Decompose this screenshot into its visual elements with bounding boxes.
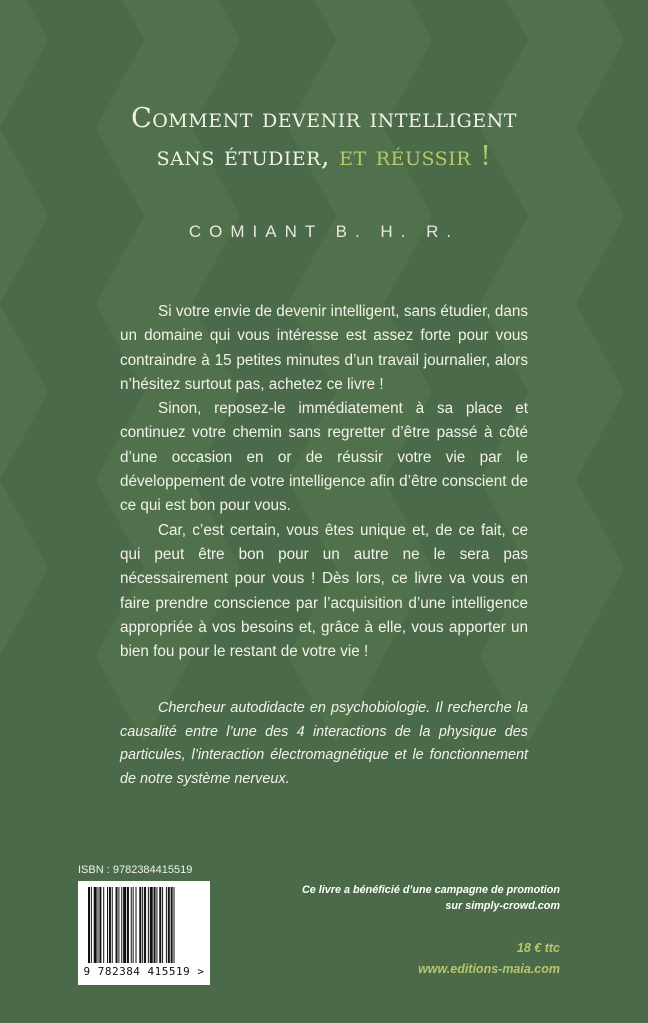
barcode-bar — [88, 887, 90, 963]
price: 18 € ttc — [516, 941, 560, 955]
barcode-bar — [131, 887, 132, 963]
barcode-bars — [88, 887, 200, 963]
barcode-bar — [159, 887, 161, 963]
barcode-bar — [154, 887, 156, 963]
barcode-bar — [98, 887, 99, 963]
barcode-bar — [162, 887, 163, 963]
barcode-bar — [144, 887, 146, 963]
barcode-bar — [166, 887, 167, 963]
barcode-bar — [127, 887, 129, 963]
blurb-paragraph: Car, c’est certain, vous êtes unique et, de ce fait, ce qui peut être bon pour un autre ne le sera pas nécessairement pour vous ! Dès lors, ce livre va vous en faire prendre conscience par l’acquisition d’une intelligence appropriée à vos besoins et, grâce à elle, vous apporter un bien fou pour le restant de votre vie ! — [120, 521, 528, 661]
barcode-bar — [150, 887, 153, 963]
title-line-2-accent: et réussir ! — [339, 141, 492, 172]
barcode-bar — [171, 887, 173, 963]
isbn-label: ISBN : 9782384415519 — [78, 864, 193, 876]
promo-line-1: Ce livre a bénéficié d’une campagne de promotion — [302, 884, 560, 896]
barcode-bar — [91, 887, 92, 963]
barcode-digits: 9 782384 415519 > — [83, 965, 205, 978]
title-line-2-main: sans étudier, — [156, 141, 331, 172]
barcode-bar — [99, 887, 101, 963]
blurb-paragraph: Sinon, reposez-le immédiatement à sa place et continuez votre chemin sans regretter d’être passé à côté d’une occasion en or de réussir votre vie par le développement de votre intelligence afin d’être conscient de ce qui est bon pour vous. — [120, 400, 528, 515]
back-cover-blurb — [120, 300, 528, 664]
blurb-paragraph: Si votre envie de devenir intelligent, sans étudier, dans un domaine qui vous intéresse est assez forte pour vous contraindre à 15 petites minutes d’un travail journalier, alors n’hésitez surtout pas, achetez ce livre ! — [120, 303, 528, 393]
barcode-bar — [156, 887, 157, 963]
barcode-bar — [142, 887, 143, 963]
title-line-1: Comment devenir intelligent — [131, 103, 517, 134]
barcode-bar — [133, 887, 134, 963]
barcode-bar — [109, 887, 111, 963]
barcode-bar — [139, 887, 141, 963]
barcode-bar — [116, 887, 118, 963]
barcode-bar — [94, 887, 97, 963]
author-name: COMIANT B. H. R. — [188, 222, 460, 241]
barcode-bar — [174, 887, 175, 963]
barcode-bar — [112, 887, 113, 963]
promo-line-2: sur simply-crowd.com — [445, 900, 560, 912]
book-title — [0, 100, 648, 176]
barcode-bar — [168, 887, 170, 963]
author-bio: Chercheur autodidacte en psychobiologie. Il recherche la causalité entre l’une des 4 interactions de la physique des particules, l’interaction électromagnétique et le fonctionnement de notre système nerveux. — [120, 700, 528, 787]
barcode-bar — [136, 887, 137, 963]
barcode-bar — [123, 887, 126, 963]
barcode-bar — [107, 887, 108, 963]
barcode-bar — [103, 887, 104, 963]
barcode — [78, 881, 210, 985]
barcode-bar — [148, 887, 149, 963]
title-line-2 — [0, 138, 648, 176]
publisher-website: www.editions-maia.com — [418, 962, 560, 976]
barcode-bar — [118, 887, 119, 963]
barcode-bar — [121, 887, 122, 963]
promo-notice — [240, 882, 560, 914]
